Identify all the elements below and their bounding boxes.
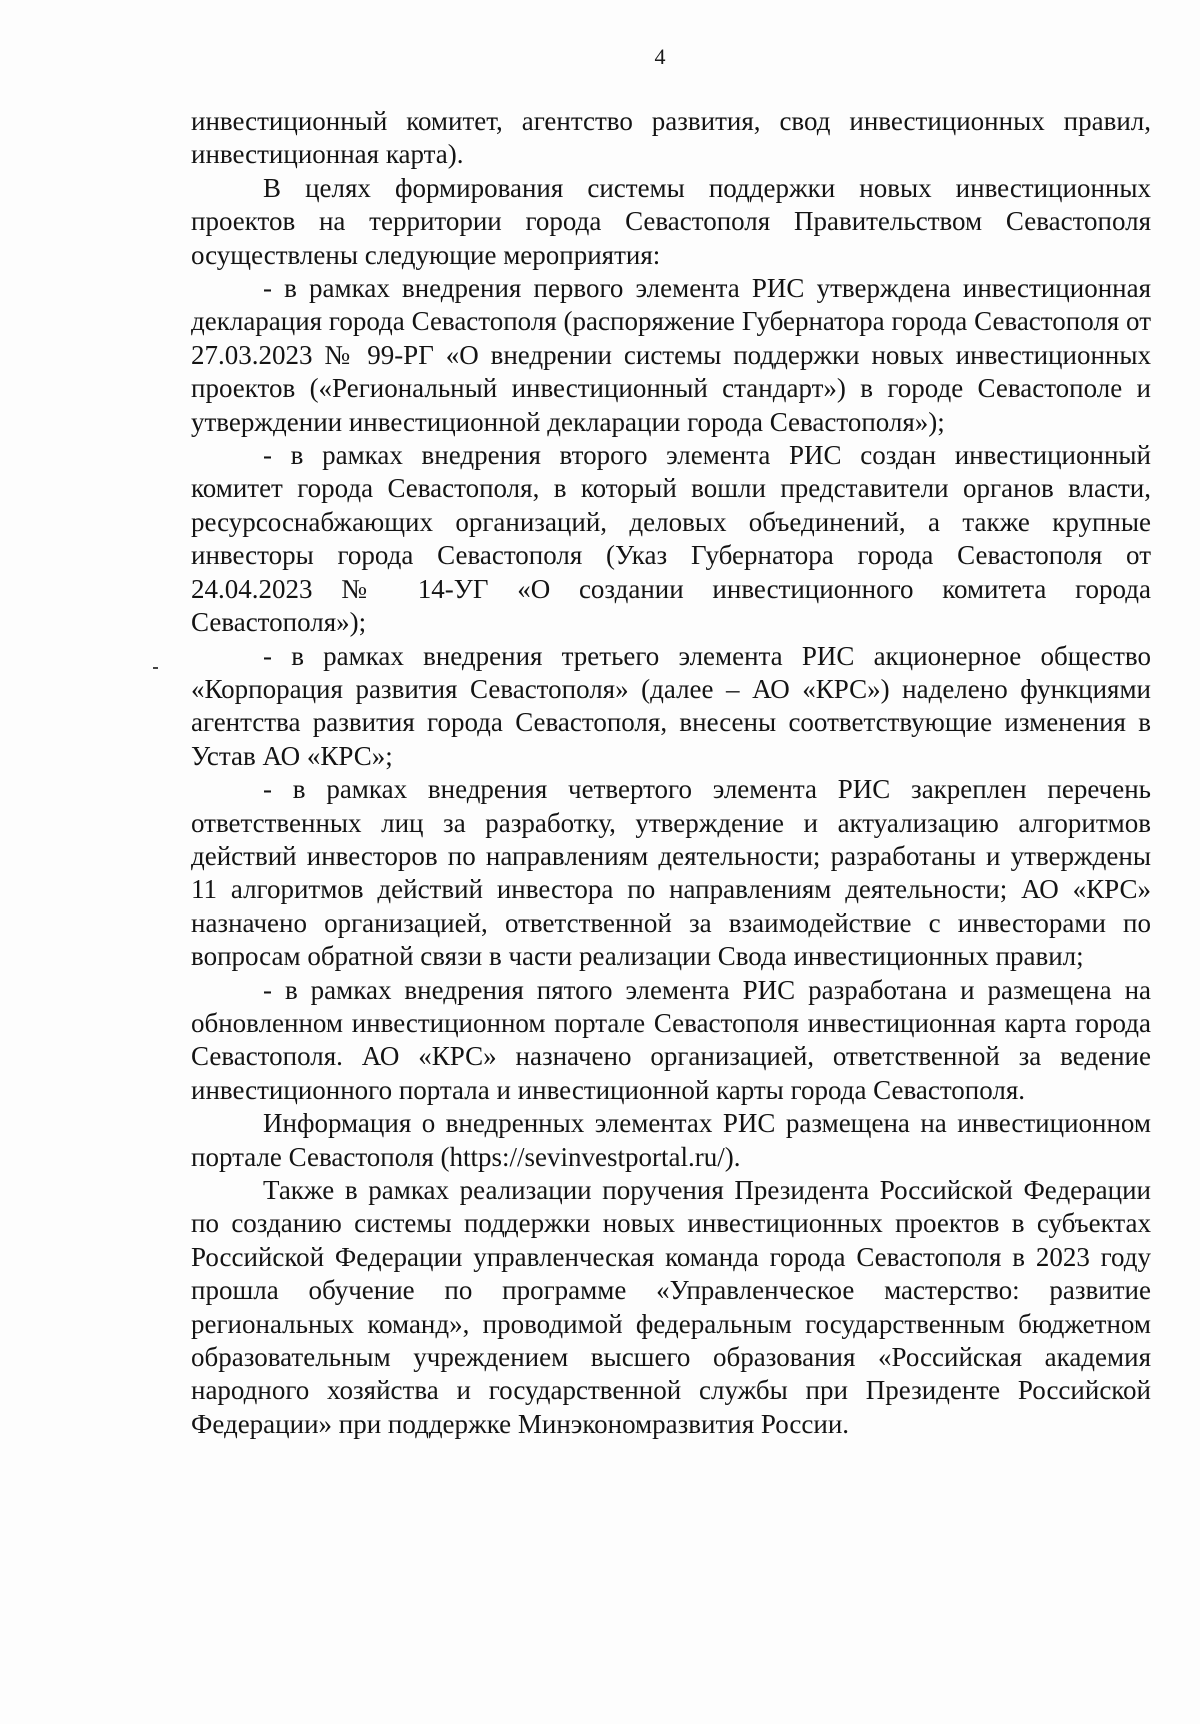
page-number: 4 (654, 44, 666, 69)
paragraph: Информация о внедренных элементах РИС размещена на инвестиционном портале Севастополя (https://sevinvestportal.ru/). (191, 1108, 1151, 1172)
margin-mark (153, 667, 158, 669)
paragraph: инвестиционный комитет, агентство развития, свод инвестиционных правил, инвестиционная карта). (191, 106, 1151, 170)
paragraph: В целях формирования системы поддержки новых инвестиционных проектов на территории города Севастополя Правительством Севастополя осуществлены следующие мероприятия: (191, 172, 1151, 270)
list-item: - в рамках внедрения третьего элемента РИС акционерное общество «Корпорация развития Севастополя» (далее – АО «КРС») наделено функциями агентства развития города Севастополя, внесены соответствующие изменения в Устав АО «КРС»; (191, 640, 1151, 771)
list-item: - в рамках внедрения четвертого элемента РИС закреплен перечень ответственных лиц за разработку, утверждение и актуализацию алгоритмов действий инвесторов по направлениям деятельности; разработаны и утверждены 11 алгоритмов действий инвестора по направлениям деятельности; АО «КРС» назначено организацией, ответственной за взаимодействие с инвесторами по вопросам обратной связи в части реализации Свода инвестиционных правил; (191, 774, 1151, 972)
paragraph: Также в рамках реализации поручения Президента Российской Федерации по созданию системы поддержки новых инвестиционных проектов в субъектах Российской Федерации управленческая команда города Севастополя в 2023 году прошла обучение по программе «Управленческое мастерство: развитие региональных команд», проводимой федеральным государственным бюджетном образовательным учреждением высшего образования «Российская академия народного хозяйства и государственной службы при Президенте Российской Федерации» при поддержке Минэкономразвития России. (191, 1175, 1151, 1439)
list-item: - в рамках внедрения первого элемента РИС утверждена инвестиционная декларация города Севастополя (распоряжение Губернатора города Севастополя от 27.03.2023 № 99-РГ «О внедрении системы поддержки новых инвестиционных проектов («Региональный инвестиционный стандарт») в городе Севастополе и утверждении инвестиционной декларации города Севастополя»); (191, 273, 1151, 437)
list-item: - в рамках внедрения второго элемента РИС создан инвестиционный комитет города Севастополя, в который вошли представители органов власти, ресурсоснабжающих организаций, деловых объединений, а также крупные инвесторы города Севастополя (Указ Губернатора города Севастополя от 24.04.2023 № 14-УГ «О создании инвестиционного комитета города Севастополя»); (191, 440, 1151, 638)
list-item: - в рамках внедрения пятого элемента РИС разработана и размещена на обновленном инвестиционном портале Севастополя инвестиционная карта города Севастополя. АО «КРС» назначено организацией, ответственной за ведение инвестиционного портала и инвестиционной карты города Севастополя. (191, 974, 1151, 1105)
document-body (191, 105, 1151, 1441)
